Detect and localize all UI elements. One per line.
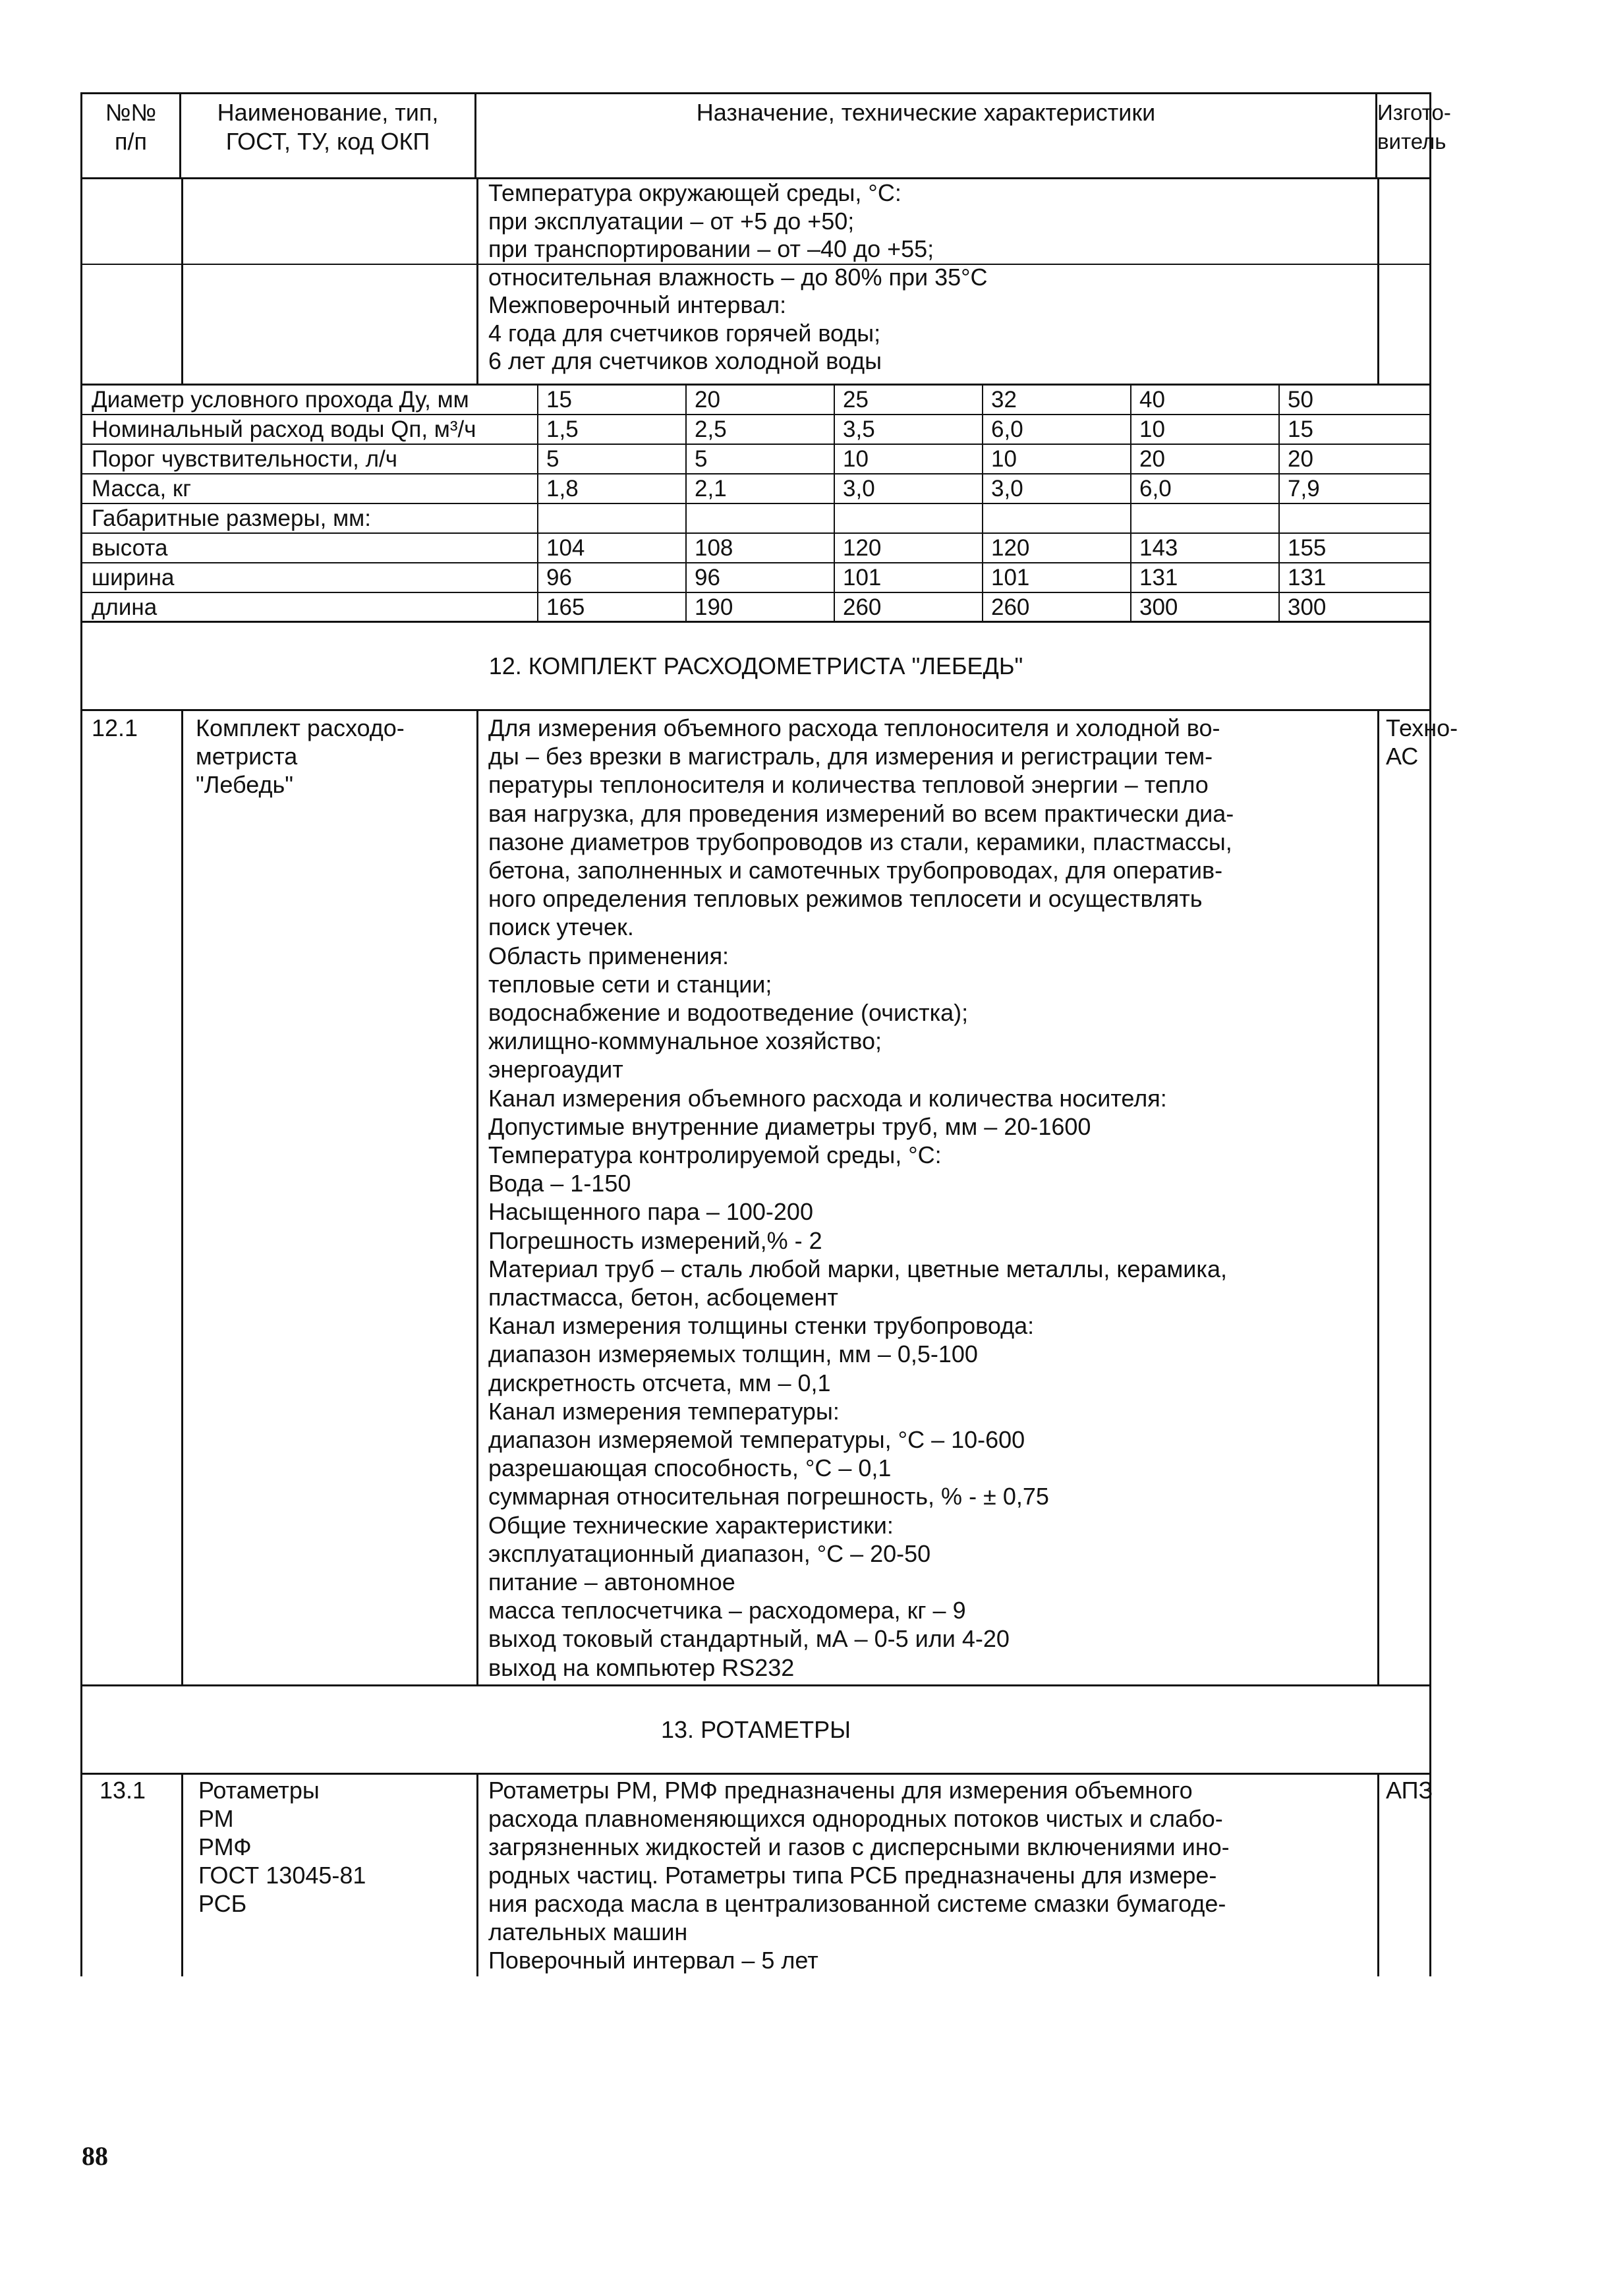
spec-row [82,474,1429,504]
header-maker: Изгото- витель [1377,100,1451,154]
section-12-title: 12. КОМПЛЕКТ РАСХОДОМЕТРИСТА "ЛЕБЕДЬ" [488,652,1023,679]
description-line: Ротаметры РМ, РМФ предназначены для измерения объемного [488,1777,1193,1804]
spec-row [82,563,1429,593]
spec-cell: 5 [537,445,685,473]
spec-row-label: Диаметр условного прохода Ду, мм [92,387,469,413]
description-line: относительная влажность – до 80% при 35°С [488,263,988,291]
spec-cell: 101 [982,563,1130,592]
description-line: суммарная относительная погрешность, % - ± 0,75 [488,1483,1049,1510]
spec-cell: 6,0 [1130,474,1278,503]
description-line: Вода – 1-150 [488,1170,631,1197]
spec-row [82,504,1429,534]
spec-cell: 32 [982,386,1130,414]
item-13-1-number: 13.1 [100,1777,146,1804]
name-line: "Лебедь" [196,771,294,798]
section-13-title: 13. РОТАМЕТРЫ [661,1716,851,1743]
description-line: диапазон измеряемой температуры, °С – 10-600 [488,1426,1025,1453]
name-line: ГОСТ 13045-81 [198,1862,366,1889]
section-12-title-row [80,623,1431,711]
description-line: дискретность отсчета, мм – 0,1 [488,1369,831,1396]
description-line: пластмасса, бетон, асбоцемент [488,1284,838,1311]
description-line: пазоне диаметров трубопроводов из стали, керамики, пластмассы, [488,828,1232,855]
spec-cell: 7,9 [1278,474,1429,503]
description-line: Общие технические характеристики: [488,1511,894,1539]
description-line: тепловые сети и станции; [488,970,772,998]
spec-cell: 3,5 [834,415,982,444]
spec-row [82,593,1429,623]
description-line: Поверочный интервал – 5 лет [488,1947,818,1974]
spec-cell: 10 [982,445,1130,473]
description-line: выход токовый стандартный, мА – 0-5 или 4-20 [488,1625,1010,1653]
description-line: бетона, заполненных и самотечных трубопроводах, для оператив- [488,857,1223,884]
spec-cell: 260 [834,593,982,621]
spec-cell: 10 [1130,415,1278,444]
spec-cell: 6,0 [982,415,1130,444]
spec-row-label: длина [92,594,157,620]
description-line: эксплуатационный диапазон, °С – 20-50 [488,1539,931,1567]
name-line: Комплект расходо- [196,714,405,741]
row-divider [82,264,1429,265]
description-line: Насыщенного пара – 100-200 [488,1198,813,1226]
maker-line: Техно- [1386,714,1458,741]
table-header [80,92,1451,179]
spec-cell [1278,504,1429,532]
description-line: пературы теплоносителя и количества тепловой энергии – тепло [488,771,1209,799]
description-line: загрязненных жидкостей и газов с дисперсными включениями ино- [488,1833,1230,1860]
description-line: Для измерения объемного расхода теплоносителя и холодной во- [488,714,1220,741]
description-line: выход на компьютер RS232 [488,1653,795,1681]
spec-row [82,415,1429,445]
description-line: 6 лет для счетчиков холодной воды [488,347,882,374]
section-13-title-row [80,1686,1431,1775]
description-line: вая нагрузка, для проведения измерений во всем практически диа- [488,799,1234,827]
description-line: Допустимые внутренние диаметры труб, мм – 20-1600 [488,1112,1091,1140]
spec-row [82,534,1429,563]
spec-row [82,445,1429,474]
description-line: лательных машин [488,1918,688,1945]
description-line: разрешающая способность, °С – 0,1 [488,1454,892,1482]
spec-cell: 101 [834,563,982,592]
description-line: Канал измерения толщины стенки трубопровода: [488,1312,1035,1340]
section-13-item-row [80,1775,1431,1976]
spec-cell [834,504,982,532]
description-line: Межповерочный интервал: [488,291,787,318]
description-line: родных частиц. Ротаметры типа РСБ предназначены для измере- [488,1862,1217,1889]
description-line: поиск утечек. [488,913,634,941]
spec-cell: 3,0 [834,474,982,503]
spec-cell: 131 [1278,563,1429,592]
spec-cell: 260 [982,593,1130,621]
spec-cell: 15 [1278,415,1429,444]
section-12-item-row [80,711,1458,1686]
description-line: энергоаудит [488,1056,623,1083]
description-line: Погрешность измерений,% - 2 [488,1226,822,1254]
maker-line: АС [1386,743,1419,770]
spec-table [80,384,1431,623]
spec-cell: 96 [537,563,685,592]
spec-cell: 155 [1278,534,1429,562]
spec-row-label: Масса, кг [92,476,192,502]
description-line: Температура окружающей среды, °С: [488,179,901,206]
spec-cell: 131 [1130,563,1278,592]
spec-cell: 143 [1130,534,1278,562]
spec-row-label: Порог чувствительности, л/ч [92,446,397,472]
description-line: диапазон измеряемых толщин, мм – 0,5-100 [488,1340,978,1368]
description-line: Материал труб – сталь любой марки, цветные металлы, керамика, [488,1255,1227,1282]
header-num: №№ п/п [82,94,181,177]
description-line: при эксплуатации – от +5 до +50; [488,207,855,235]
description-line: Область применения: [488,942,729,969]
description-line: Температура контролируемой среды, °С: [488,1141,942,1168]
maker-line: АПЗ [1386,1777,1433,1804]
spec-cell: 2,1 [685,474,834,503]
description-line: питание – автономное [488,1568,735,1595]
spec-cell: 5 [685,445,834,473]
name-line: Ротаметры [198,1777,320,1804]
spec-cell [685,504,834,532]
spec-cell: 10 [834,445,982,473]
spec-row-label: Номинальный расход воды Qп, м³/ч [92,416,476,442]
description-line: 4 года для счетчиков горячей воды; [488,319,881,347]
description-line: Канал измерения температуры: [488,1397,840,1425]
spec-cell: 20 [1278,445,1429,473]
spec-cell: 2,5 [685,415,834,444]
name-line: РСБ [198,1890,247,1917]
continued-row [80,179,1431,384]
spec-cell: 300 [1278,593,1429,621]
spec-cell: 190 [685,593,834,621]
spec-row [82,386,1429,415]
header-name: Наименование, тип, ГОСТ, ТУ, код ОКП [181,94,476,177]
spec-row-label: ширина [92,565,175,590]
document-table [80,92,1458,1976]
spec-cell: 300 [1130,593,1278,621]
spec-cell: 25 [834,386,982,414]
spec-cell: 20 [685,386,834,414]
name-line: РМ [198,1805,234,1832]
spec-row-label: высота [92,535,168,561]
name-line: метриста [196,743,298,770]
description-line: расхода плавноменяющихся однородных потоков чистых и слабо- [488,1805,1223,1832]
name-line: РМФ [198,1833,252,1860]
spec-cell: 104 [537,534,685,562]
spec-cell [537,504,685,532]
spec-row-label: Габаритные размеры, мм: [92,505,371,531]
spec-cell: 120 [834,534,982,562]
header-description: Назначение, технические характеристики [476,94,1377,177]
spec-cell: 96 [685,563,834,592]
description-line: ного определения тепловых режимов теплосети и осуществлять [488,885,1203,913]
spec-cell: 50 [1278,386,1429,414]
page-number: 88 [82,2141,108,2171]
description-line: Канал измерения объемного расхода и количества носителя: [488,1084,1167,1112]
description-line: ды – без врезки в магистраль, для измерения и регистрации тем- [488,743,1213,770]
description-line: при транспортировании – от –40 до +55; [488,235,934,262]
spec-cell: 15 [537,386,685,414]
description-line: масса теплосчетчика – расходомера, кг – 9 [488,1597,966,1624]
spec-cell [1130,504,1278,532]
description-line: водоснабжение и водоотведение (очистка); [488,999,969,1026]
description-line: жилищно-коммунальное хозяйство; [488,1027,882,1055]
description-line: ния расхода масла в централизованной системе смазки бумагоде- [488,1890,1226,1917]
spec-cell: 120 [982,534,1130,562]
spec-cell: 108 [685,534,834,562]
spec-cell: 1,8 [537,474,685,503]
spec-cell: 20 [1130,445,1278,473]
spec-cell: 3,0 [982,474,1130,503]
spec-cell [982,504,1130,532]
spec-cell: 1,5 [537,415,685,444]
item-12-1-number: 12.1 [92,714,138,741]
spec-cell: 40 [1130,386,1278,414]
spec-cell: 165 [537,593,685,621]
